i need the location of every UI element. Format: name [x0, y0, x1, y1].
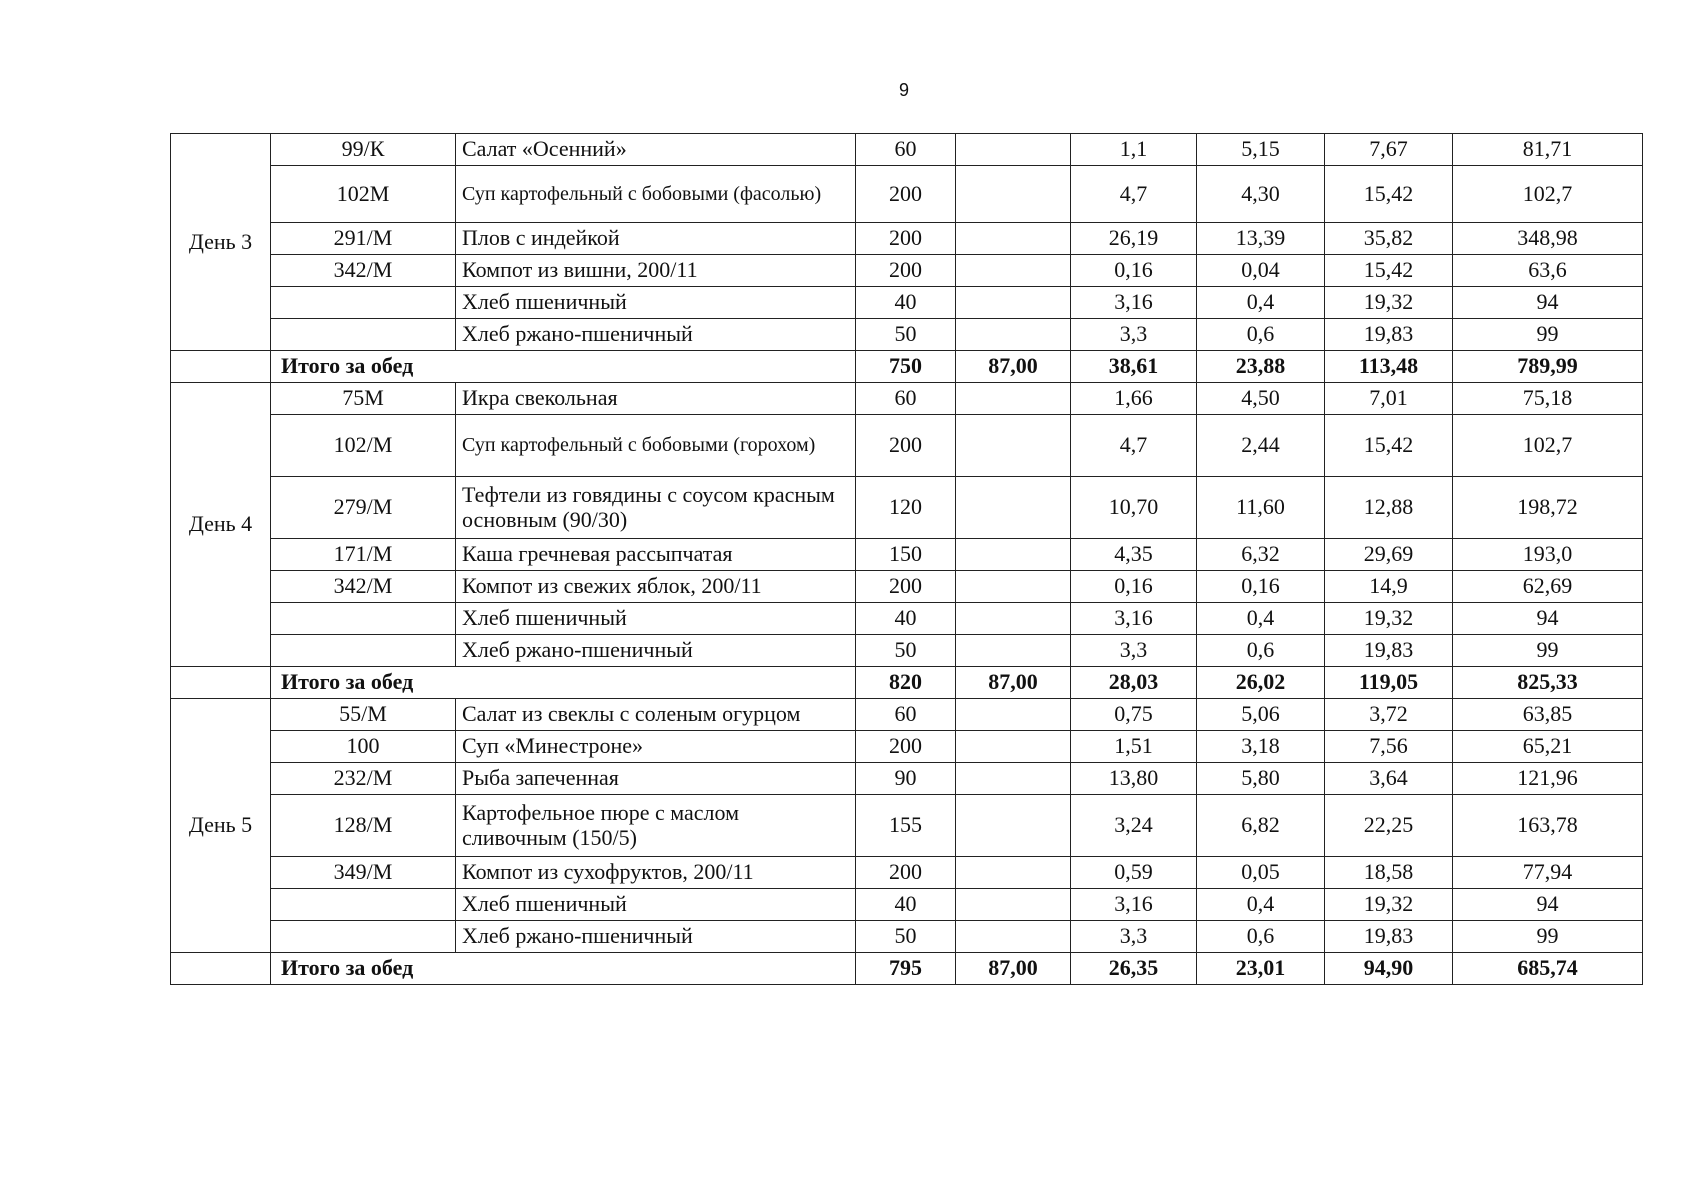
portion-weight: 200 — [856, 415, 956, 477]
menu-table — [170, 133, 1643, 985]
dish-name: Салат из свеклы с соленым огурцом — [456, 699, 856, 731]
price — [956, 763, 1071, 795]
fat-value: 0,05 — [1197, 857, 1325, 889]
price — [956, 731, 1071, 763]
dish-name: Салат «Осенний» — [456, 134, 856, 166]
dish-code — [271, 635, 456, 667]
price — [956, 603, 1071, 635]
carbs-value: 3,64 — [1325, 763, 1453, 795]
day-cell-continuation — [171, 953, 271, 985]
carbs-value: 18,58 — [1325, 857, 1453, 889]
dish-name: Хлеб пшеничный — [456, 603, 856, 635]
protein-value: 3,16 — [1071, 603, 1197, 635]
portion-weight: 60 — [856, 699, 956, 731]
total-row — [171, 953, 1643, 985]
total-weight: 750 — [856, 351, 956, 383]
dish-code: 171/М — [271, 539, 456, 571]
total-price: 87,00 — [956, 667, 1071, 699]
portion-weight: 150 — [856, 539, 956, 571]
dish-name: Рыба запеченная — [456, 763, 856, 795]
day-label: День 4 — [171, 383, 271, 667]
total-label: Итого за обед — [271, 953, 856, 985]
table-row — [171, 223, 1643, 255]
fat-value: 6,32 — [1197, 539, 1325, 571]
fat-value: 0,6 — [1197, 635, 1325, 667]
fat-value: 0,4 — [1197, 287, 1325, 319]
portion-weight: 200 — [856, 255, 956, 287]
fat-value: 4,30 — [1197, 166, 1325, 223]
dish-name: Плов с индейкой — [456, 223, 856, 255]
energy-value: 99 — [1453, 319, 1643, 351]
table-row — [171, 763, 1643, 795]
price — [956, 319, 1071, 351]
fat-value: 0,4 — [1197, 889, 1325, 921]
energy-value: 102,7 — [1453, 415, 1643, 477]
price — [956, 635, 1071, 667]
dish-name: Хлеб ржано-пшеничный — [456, 319, 856, 351]
carbs-value: 7,67 — [1325, 134, 1453, 166]
price — [956, 415, 1071, 477]
price — [956, 383, 1071, 415]
dish-name: Хлеб ржано-пшеничный — [456, 921, 856, 953]
price — [956, 255, 1071, 287]
total-energy: 789,99 — [1453, 351, 1643, 383]
total-price: 87,00 — [956, 351, 1071, 383]
total-fat: 26,02 — [1197, 667, 1325, 699]
dish-name: Хлеб ржано-пшеничный — [456, 635, 856, 667]
protein-value: 26,19 — [1071, 223, 1197, 255]
energy-value: 94 — [1453, 603, 1643, 635]
table-row — [171, 795, 1643, 857]
portion-weight: 40 — [856, 603, 956, 635]
table-row — [171, 635, 1643, 667]
total-protein: 26,35 — [1071, 953, 1197, 985]
energy-value: 63,85 — [1453, 699, 1643, 731]
carbs-value: 19,32 — [1325, 889, 1453, 921]
dish-name: Каша гречневая рассыпчатая — [456, 539, 856, 571]
protein-value: 0,16 — [1071, 571, 1197, 603]
fat-value: 0,6 — [1197, 319, 1325, 351]
total-protein: 38,61 — [1071, 351, 1197, 383]
price — [956, 921, 1071, 953]
dish-name: Компот из свежих яблок, 200/11 — [456, 571, 856, 603]
table-row — [171, 319, 1643, 351]
protein-value: 3,16 — [1071, 889, 1197, 921]
protein-value: 3,3 — [1071, 921, 1197, 953]
protein-value: 0,16 — [1071, 255, 1197, 287]
portion-weight: 200 — [856, 166, 956, 223]
table-row — [171, 255, 1643, 287]
day-label: День 5 — [171, 699, 271, 953]
total-energy: 825,33 — [1453, 667, 1643, 699]
dish-name: Суп картофельный с бобовыми (фасолью) — [456, 166, 856, 223]
fat-value: 0,6 — [1197, 921, 1325, 953]
energy-value: 198,72 — [1453, 477, 1643, 539]
dish-code: 342/М — [271, 255, 456, 287]
energy-value: 62,69 — [1453, 571, 1643, 603]
carbs-value: 3,72 — [1325, 699, 1453, 731]
energy-value: 121,96 — [1453, 763, 1643, 795]
energy-value: 75,18 — [1453, 383, 1643, 415]
carbs-value: 35,82 — [1325, 223, 1453, 255]
carbs-value: 29,69 — [1325, 539, 1453, 571]
fat-value: 6,82 — [1197, 795, 1325, 857]
dish-code: 128/М — [271, 795, 456, 857]
energy-value: 94 — [1453, 889, 1643, 921]
protein-value: 0,75 — [1071, 699, 1197, 731]
dish-name: Хлеб пшеничный — [456, 889, 856, 921]
fat-value: 0,04 — [1197, 255, 1325, 287]
protein-value: 1,1 — [1071, 134, 1197, 166]
dish-name: Компот из вишни, 200/11 — [456, 255, 856, 287]
energy-value: 99 — [1453, 921, 1643, 953]
price — [956, 477, 1071, 539]
energy-value: 65,21 — [1453, 731, 1643, 763]
protein-value: 4,7 — [1071, 166, 1197, 223]
dish-code: 291/М — [271, 223, 456, 255]
table-row — [171, 415, 1643, 477]
dish-code: 232/М — [271, 763, 456, 795]
table-row — [171, 383, 1643, 415]
table-row — [171, 539, 1643, 571]
portion-weight: 40 — [856, 889, 956, 921]
table-row — [171, 699, 1643, 731]
energy-value: 63,6 — [1453, 255, 1643, 287]
fat-value: 0,4 — [1197, 603, 1325, 635]
portion-weight: 40 — [856, 287, 956, 319]
dish-code: 102М — [271, 166, 456, 223]
energy-value: 81,71 — [1453, 134, 1643, 166]
dish-code: 342/М — [271, 571, 456, 603]
menu-body — [171, 134, 1643, 985]
price — [956, 795, 1071, 857]
price — [956, 287, 1071, 319]
energy-value: 99 — [1453, 635, 1643, 667]
portion-weight: 50 — [856, 921, 956, 953]
portion-weight: 200 — [856, 571, 956, 603]
carbs-value: 15,42 — [1325, 255, 1453, 287]
total-carbs: 94,90 — [1325, 953, 1453, 985]
protein-value: 4,7 — [1071, 415, 1197, 477]
fat-value: 5,15 — [1197, 134, 1325, 166]
price — [956, 166, 1071, 223]
carbs-value: 22,25 — [1325, 795, 1453, 857]
total-label: Итого за обед — [271, 667, 856, 699]
table-row — [171, 477, 1643, 539]
dish-code: 349/М — [271, 857, 456, 889]
portion-weight: 120 — [856, 477, 956, 539]
carbs-value: 19,83 — [1325, 635, 1453, 667]
dish-name: Хлеб пшеничный — [456, 287, 856, 319]
protein-value: 3,3 — [1071, 635, 1197, 667]
total-fat: 23,88 — [1197, 351, 1325, 383]
fat-value: 2,44 — [1197, 415, 1325, 477]
carbs-value: 19,32 — [1325, 603, 1453, 635]
dish-name: Компот из сухофруктов, 200/11 — [456, 857, 856, 889]
carbs-value: 19,83 — [1325, 921, 1453, 953]
total-label: Итого за обед — [271, 351, 856, 383]
protein-value: 3,24 — [1071, 795, 1197, 857]
fat-value: 3,18 — [1197, 731, 1325, 763]
portion-weight: 60 — [856, 134, 956, 166]
dish-code: 100 — [271, 731, 456, 763]
fat-value: 11,60 — [1197, 477, 1325, 539]
dish-code: 75М — [271, 383, 456, 415]
dish-code — [271, 319, 456, 351]
portion-weight: 155 — [856, 795, 956, 857]
price — [956, 539, 1071, 571]
total-energy: 685,74 — [1453, 953, 1643, 985]
energy-value: 94 — [1453, 287, 1643, 319]
table-row — [171, 731, 1643, 763]
carbs-value: 19,83 — [1325, 319, 1453, 351]
table-row — [171, 603, 1643, 635]
fat-value: 13,39 — [1197, 223, 1325, 255]
total-price: 87,00 — [956, 953, 1071, 985]
portion-weight: 90 — [856, 763, 956, 795]
carbs-value: 19,32 — [1325, 287, 1453, 319]
total-fat: 23,01 — [1197, 953, 1325, 985]
dish-name: Тефтели из говядины с соусом красным основным (90/30) — [456, 477, 856, 539]
dish-code: 102/М — [271, 415, 456, 477]
day-label: День 3 — [171, 134, 271, 351]
energy-value: 102,7 — [1453, 166, 1643, 223]
table-row — [171, 921, 1643, 953]
total-protein: 28,03 — [1071, 667, 1197, 699]
energy-value: 163,78 — [1453, 795, 1643, 857]
fat-value: 0,16 — [1197, 571, 1325, 603]
price — [956, 889, 1071, 921]
price — [956, 223, 1071, 255]
table-row — [171, 287, 1643, 319]
protein-value: 3,16 — [1071, 287, 1197, 319]
dish-code — [271, 921, 456, 953]
carbs-value: 7,56 — [1325, 731, 1453, 763]
protein-value: 1,51 — [1071, 731, 1197, 763]
fat-value: 5,80 — [1197, 763, 1325, 795]
protein-value: 3,3 — [1071, 319, 1197, 351]
total-carbs: 113,48 — [1325, 351, 1453, 383]
dish-code: 279/М — [271, 477, 456, 539]
dish-name: Суп картофельный с бобовыми (горохом) — [456, 415, 856, 477]
price — [956, 857, 1071, 889]
protein-value: 0,59 — [1071, 857, 1197, 889]
table-row — [171, 857, 1643, 889]
portion-weight: 50 — [856, 635, 956, 667]
dish-code: 55/М — [271, 699, 456, 731]
portion-weight: 200 — [856, 223, 956, 255]
dish-name: Суп «Минестроне» — [456, 731, 856, 763]
portion-weight: 60 — [856, 383, 956, 415]
fat-value: 5,06 — [1197, 699, 1325, 731]
day-cell-continuation — [171, 667, 271, 699]
portion-weight: 50 — [856, 319, 956, 351]
protein-value: 4,35 — [1071, 539, 1197, 571]
dish-name: Картофельное пюре с маслом сливочным (150/5) — [456, 795, 856, 857]
total-weight: 820 — [856, 667, 956, 699]
table-row — [171, 571, 1643, 603]
fat-value: 4,50 — [1197, 383, 1325, 415]
day-cell-continuation — [171, 351, 271, 383]
price — [956, 699, 1071, 731]
energy-value: 193,0 — [1453, 539, 1643, 571]
dish-code — [271, 889, 456, 921]
table-row — [171, 134, 1643, 166]
carbs-value: 15,42 — [1325, 166, 1453, 223]
carbs-value: 7,01 — [1325, 383, 1453, 415]
energy-value: 348,98 — [1453, 223, 1643, 255]
total-row — [171, 667, 1643, 699]
energy-value: 77,94 — [1453, 857, 1643, 889]
carbs-value: 14,9 — [1325, 571, 1453, 603]
price — [956, 571, 1071, 603]
page-number: 9 — [899, 80, 910, 100]
dish-code — [271, 287, 456, 319]
total-row — [171, 351, 1643, 383]
protein-value: 10,70 — [1071, 477, 1197, 539]
portion-weight: 200 — [856, 857, 956, 889]
portion-weight: 200 — [856, 731, 956, 763]
protein-value: 13,80 — [1071, 763, 1197, 795]
dish-code — [271, 603, 456, 635]
table-row — [171, 166, 1643, 223]
dish-name: Икра свекольная — [456, 383, 856, 415]
carbs-value: 15,42 — [1325, 415, 1453, 477]
table-row — [171, 889, 1643, 921]
price — [956, 134, 1071, 166]
total-carbs: 119,05 — [1325, 667, 1453, 699]
dish-code: 99/К — [271, 134, 456, 166]
protein-value: 1,66 — [1071, 383, 1197, 415]
carbs-value: 12,88 — [1325, 477, 1453, 539]
total-weight: 795 — [856, 953, 956, 985]
